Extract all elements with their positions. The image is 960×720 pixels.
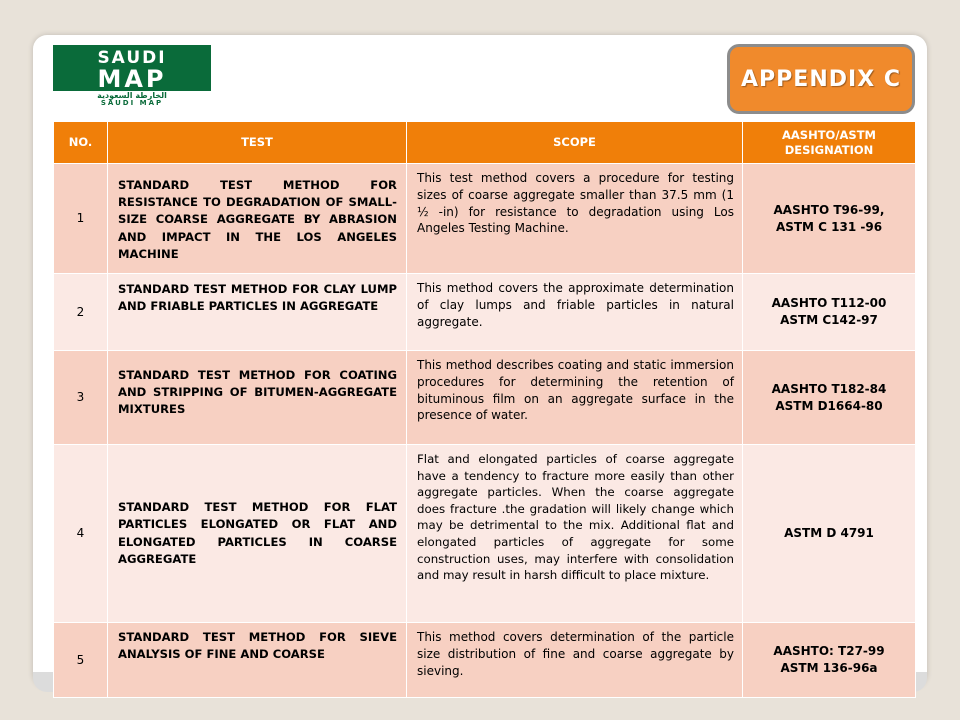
table-row xyxy=(54,623,916,698)
header-scope: SCOPE xyxy=(407,122,743,164)
table-row xyxy=(54,274,916,351)
row-no: 2 xyxy=(54,274,108,351)
row-test: STANDARD TEST METHOD FOR RESISTANCE TO DEGRADATION OF SMALL- SIZE COARSE AGGREGATE BY ABRASION AND IMPACT IN THE LOS ANGELES MACHINE xyxy=(108,164,407,274)
table-row xyxy=(54,445,916,623)
logo-text-arabic: الخارطة السعودية xyxy=(97,91,167,100)
logo-text-saudi-map: SAUDI MAP xyxy=(100,99,164,105)
table-header-row xyxy=(54,122,916,164)
designation-line-2: ASTM C142-97 xyxy=(780,313,878,327)
header-designation: AASHTO/ASTM DESIGNATION xyxy=(743,122,916,164)
designation-line-2: ASTM D1664-80 xyxy=(775,398,883,413)
row-designation xyxy=(743,164,916,274)
header-test: TEST xyxy=(108,122,407,164)
row-designation xyxy=(743,623,916,698)
designation-line-1: AASHTO: T27-99 xyxy=(773,644,885,658)
row-scope: Flat and elongated particles of coarse aggregate have a tendency to fracture more easily than other aggregate particles. When the coarse aggregate does fracture .the gradation will likely change which may be detrimental to the mix. Additional flat and elongated particles of aggregate for some construction uses, may interfere with consolidation and may result in harsh difficult to place mixture. xyxy=(407,445,743,623)
designation-line-1: AASHTO T182-84 xyxy=(771,381,887,396)
row-test: STANDARD TEST METHOD FOR CLAY LUMP AND FRIABLE PARTICLES IN AGGREGATE xyxy=(108,274,407,351)
designation-line-1: AASHTO T96-99, xyxy=(773,202,885,217)
row-scope: This test method covers a procedure for testing sizes of coarse aggregate smaller than 37.5 mm (1 ½ -in) for resistance to degradation using Los Angeles Testing Machine. xyxy=(407,164,743,274)
table-row xyxy=(54,351,916,445)
row-test: STANDARD TEST METHOD FOR COATING AND STRIPPING OF BITUMEN-AGGREGATE MIXTURES xyxy=(108,351,407,445)
logo-text-saudi: SAUDI xyxy=(97,48,167,68)
row-no: 5 xyxy=(54,623,108,698)
appendix-label: APPENDIX C xyxy=(741,66,901,92)
row-designation xyxy=(743,351,916,445)
saudi-map-logo xyxy=(53,45,211,105)
row-scope: This method describes coating and static immersion procedures for determining the retention of bituminous film on an aggregate surface in the presence of water. xyxy=(407,351,743,445)
designation-line-2: ASTM C 131 -96 xyxy=(775,219,883,234)
row-test: STANDARD TEST METHOD FOR FLAT PARTICLES ELONGATED OR FLAT AND ELONGATED PARTICLES IN COARSE AGGREGATE xyxy=(108,445,407,623)
row-scope: This method covers determination of the particle size distribution of fine and coarse aggregate by sieving. xyxy=(407,623,743,698)
test-methods-table xyxy=(53,121,916,698)
logo-text-map: MAP xyxy=(97,65,167,93)
designation-line-1: ASTM D 4791 xyxy=(784,526,874,540)
row-scope: This method covers the approximate determination of clay lumps and friable particles in natural aggregate. xyxy=(407,274,743,351)
table-row xyxy=(54,164,916,274)
row-test: STANDARD TEST METHOD FOR SIEVE ANALYSIS OF FINE AND COARSE xyxy=(108,623,407,698)
row-no: 4 xyxy=(54,445,108,623)
header-no: NO. xyxy=(54,122,108,164)
row-designation xyxy=(743,274,916,351)
designation-line-1: AASHTO T112-00 xyxy=(771,296,887,310)
designation-line-2: ASTM 136-96a xyxy=(780,661,878,675)
row-no: 1 xyxy=(54,164,108,274)
row-no: 3 xyxy=(54,351,108,445)
appendix-badge xyxy=(727,44,915,114)
row-designation xyxy=(743,445,916,623)
